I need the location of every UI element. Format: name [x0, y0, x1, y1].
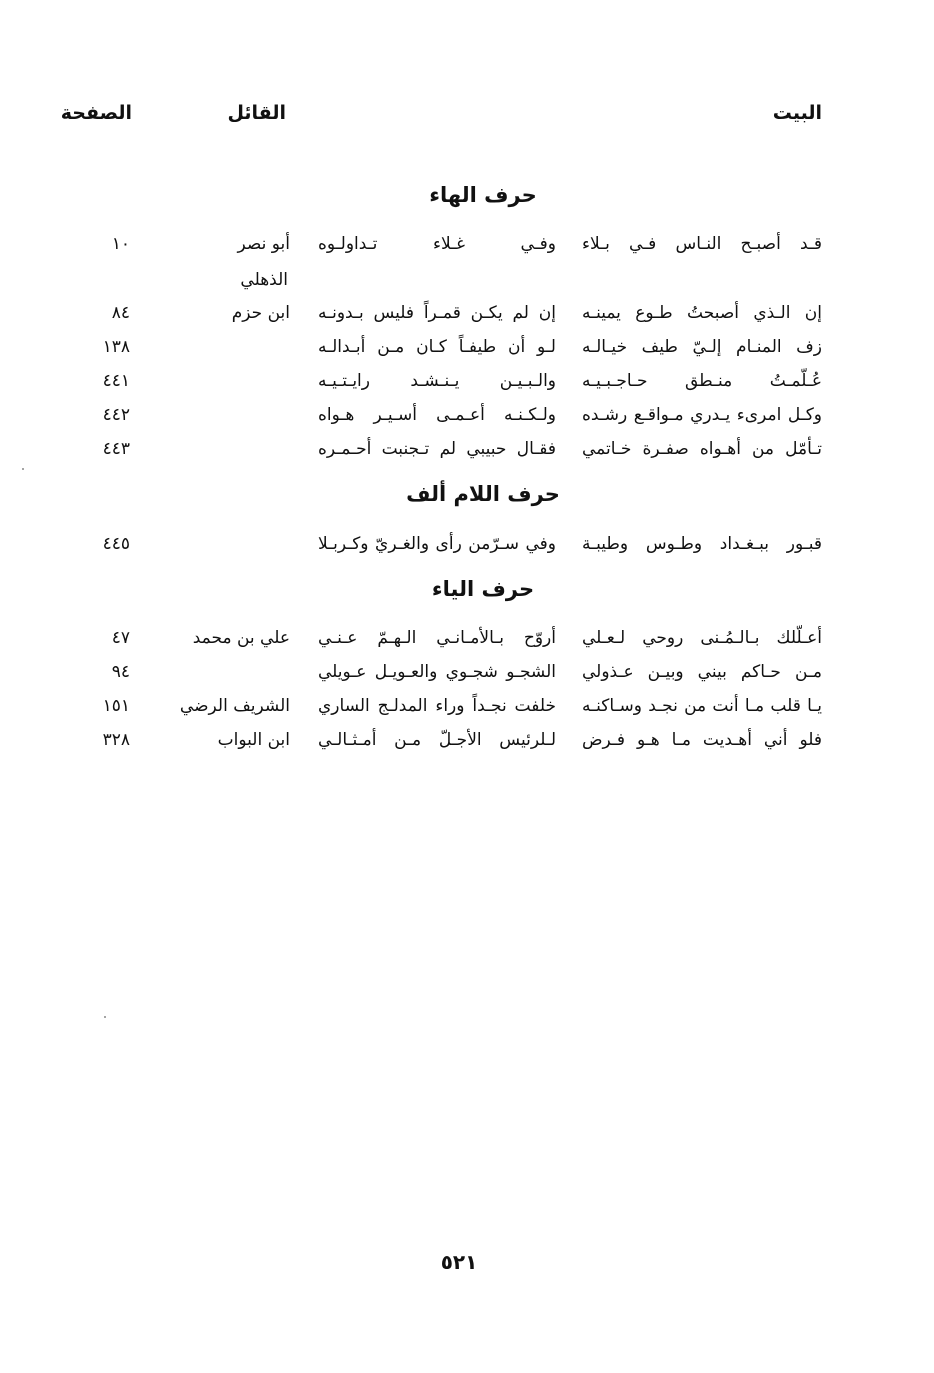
index-row [0, 662, 934, 688]
verse-first-hemistich: تـأمّل من أهـواه صفـرة خـاتمي [582, 439, 822, 459]
index-row [0, 234, 934, 260]
page-number: ٤٤٢ [102, 405, 130, 425]
poet-name: الشريف الرضي [179, 696, 290, 716]
verse-second-hemistich: خلفت نجـداً وراء المدلـج الساري [318, 696, 556, 716]
page-number: ٤٤٣ [102, 439, 130, 459]
poet-name: ابن حزم [231, 303, 290, 323]
index-row [0, 405, 934, 431]
verse-first-hemistich: فلو أني أهـديت مـا هـو فـرض [582, 730, 822, 750]
verse-first-hemistich: وكـل امرىء يـدري مـواقـع رشـده [582, 405, 822, 425]
index-row [0, 371, 934, 397]
poet-name: علي بن محمد [192, 628, 290, 648]
folio-number: ٥٢١ [440, 1250, 478, 1274]
column-header-poet: القائل [227, 102, 286, 124]
poet-name-continued: الذهلي [240, 270, 288, 290]
verse-second-hemistich: الشجـو شجـوي والعـويـل عـويلي [318, 662, 556, 682]
page-number: ١٣٨ [102, 337, 130, 357]
page-number: ٤٤١ [102, 371, 130, 391]
page-number: ٤٤٥ [102, 534, 130, 554]
verse-first-hemistich: عُـلّمـتُ منـطق حـاجـبـيـه [582, 371, 822, 391]
section-title: حرف الهاء [429, 183, 537, 207]
section-heading-yaa [0, 577, 934, 601]
poet-name: أبو نصر [237, 234, 290, 254]
verse-second-hemistich: وفي سـرّمن رأى والغـريّ وكـربـلا [318, 534, 556, 554]
page-number: ١٥١ [102, 696, 130, 716]
page-number: ٨٤ [111, 303, 130, 323]
verse-second-hemistich: والـبـيـن يـنـشـد رايـتـيـه [318, 371, 556, 391]
poet-name: ابن البواب [217, 730, 290, 750]
index-row [0, 696, 934, 722]
index-row [0, 439, 934, 465]
column-header-page: الصفحة [60, 102, 132, 124]
verse-second-hemistich: إن لم يكـن قمـراً فليس بـدونـه [318, 303, 556, 323]
page-number: ٣٢٨ [102, 730, 130, 750]
verse-first-hemistich: قـد أصبـح النـاس فـي بـلاء [582, 234, 822, 254]
verse-second-hemistich: ولـكـنـه أعـمـى أسـيـر هـواه [318, 405, 556, 425]
verse-first-hemistich: إن الـذي أصبحتُ طـوع يمينـه [582, 303, 822, 323]
verse-first-hemistich: قبـور ببـغـداد وطـوس وطيبـة [582, 534, 822, 554]
verse-second-hemistich: وفـي غـلاء تـداولـوه [318, 234, 556, 254]
page-footer [0, 1250, 934, 1274]
section-heading-lam-alif [0, 482, 934, 506]
verse-second-hemistich: لـو أن طيفـاً كـان مـن أبـدالـه [318, 337, 556, 357]
verse-first-hemistich: يـا قلب مـا أنت من نجـد وسـاكنـه [582, 696, 822, 716]
scan-speck [104, 1016, 106, 1018]
section-title: حرف اللام ألف [406, 482, 560, 506]
scan-speck [22, 468, 24, 470]
section-heading-haa [0, 183, 934, 207]
verse-first-hemistich: أعـلّلك بـالـمُـنى روحي لـعـلي [582, 628, 822, 648]
verse-first-hemistich: زف المنـام إلـيّ طيف خيـالـه [582, 337, 822, 357]
column-header-verse: البيت [772, 102, 822, 124]
index-row [0, 337, 934, 363]
page-number: ٩٤ [111, 662, 130, 682]
index-row [0, 303, 934, 329]
verse-first-hemistich: مـن حـاكم بيني وبيـن عـذولي [582, 662, 822, 682]
verse-second-hemistich: أروّح بـالأمـانـي الـهـمّ عـنـي [318, 628, 556, 648]
index-row [0, 628, 934, 654]
page-number: ١٠ [111, 234, 130, 254]
index-row [0, 534, 934, 560]
page-number: ٤٧ [111, 628, 130, 648]
section-title: حرف الياء [431, 577, 535, 601]
index-row [0, 730, 934, 756]
verse-second-hemistich: فقـال حبيبي لم تـجنبت أحـمـره [318, 439, 556, 459]
verse-second-hemistich: لـلرئيس الأجـلّ مـن أمـثـالـي [318, 730, 556, 750]
